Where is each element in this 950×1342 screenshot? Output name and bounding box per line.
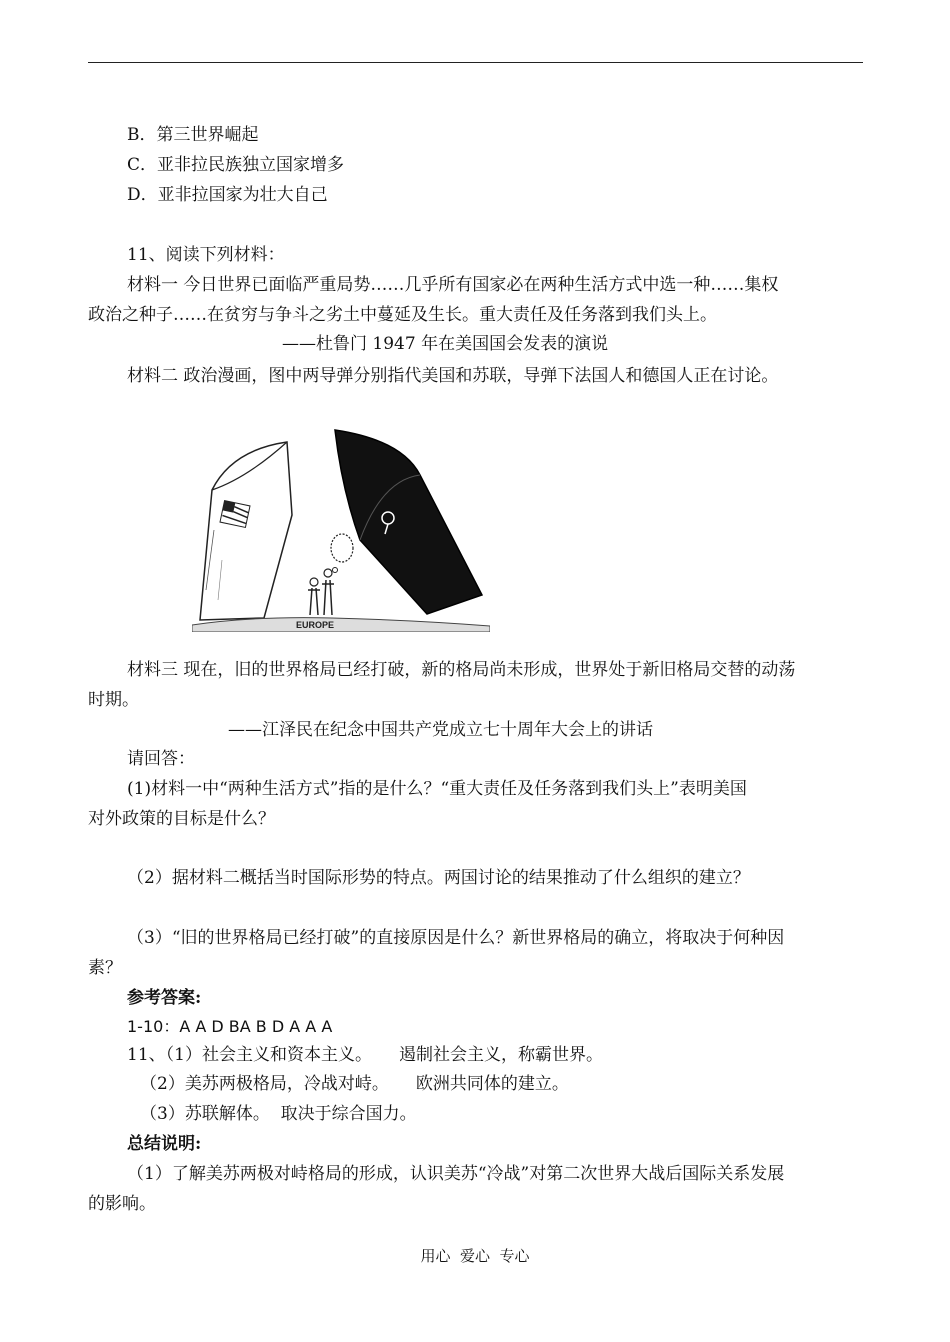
- soviet-missile: [335, 430, 482, 614]
- answers-heading: 参考答案:: [127, 988, 202, 1008]
- europe-label: EUROPE: [296, 620, 335, 630]
- europe-ground: [192, 618, 490, 632]
- material-3-source: ——江泽民在纪念中国共产党成立七十周年大会上的讲话: [228, 720, 653, 740]
- answer-11-part-2: （2）美苏两极格局，冷战对峙。 欧洲共同体的建立。: [140, 1074, 569, 1094]
- option-c: C．亚非拉民族独立国家增多: [127, 155, 345, 175]
- part-2: （2）据材料二概括当时国际形势的特点。两国讨论的结果推动了什么组织的建立？: [127, 868, 750, 888]
- answer-11-part-3: （3）苏联解体。 取决于综合国力。: [140, 1104, 417, 1124]
- part-1-line-1: (1)材料一中“两种生活方式”指的是什么？“重大责任及任务落到我们头上”表明美国: [127, 779, 747, 799]
- material-1-line-1: 材料一 今日世界已面临严重局势……几乎所有国家必在两种生活方式中选一种……集权: [127, 275, 779, 295]
- part-3-line-1: （3）“旧的世界格局已经打破”的直接原因是什么？新世界格局的确立，将取决于何种因: [127, 928, 785, 948]
- material-3-line-2: 时期。: [88, 690, 139, 710]
- summary-line-2: 的影响。: [88, 1194, 156, 1214]
- material-1-line-2: 政治之种子……在贫穷与争斗之劣土中蔓延及生长。重大责任及任务落到我们头上。: [88, 305, 717, 325]
- summary-heading: 总结说明:: [127, 1134, 202, 1154]
- page-footer: 用心 爱心 专心: [420, 1247, 530, 1265]
- question-11-intro: 11、阅读下列材料：: [127, 245, 285, 265]
- ask-label: 请回答：: [127, 749, 195, 769]
- political-cartoon-image: [192, 420, 490, 632]
- two-figures: [308, 569, 334, 615]
- header-rule: [88, 62, 863, 63]
- option-d: D．亚非拉国家为壮大自己: [127, 185, 328, 205]
- part-1-line-2: 对外政策的目标是什么？: [88, 809, 275, 829]
- summary-line-1: （1）了解美苏两极对峙格局的形成，认识美苏“冷战”对第二次世界大战后国际关系发展: [127, 1164, 785, 1184]
- answers-multiple-choice: 1-10：A A D BA B D A A A: [127, 1017, 333, 1036]
- option-b: B．第三世界崛起: [127, 125, 259, 145]
- material-2: 材料二 政治漫画，图中两导弹分别指代美国和苏联，导弹下法国人和德国人正在讨论。: [127, 366, 779, 386]
- material-3-line-1: 材料三 现在，旧的世界格局已经打破，新的格局尚未形成，世界处于新旧格局交替的动荡: [127, 660, 796, 680]
- speech-bubble: [331, 534, 353, 573]
- answer-11-part-1: 11、（1）社会主义和资本主义。 遏制社会主义，称霸世界。: [127, 1045, 603, 1065]
- material-1-source: ——杜鲁门 1947 年在美国国会发表的演说: [282, 334, 609, 354]
- us-missile: [200, 442, 292, 620]
- part-3-line-2: 素？: [88, 958, 122, 978]
- us-flag-icon: [220, 501, 250, 528]
